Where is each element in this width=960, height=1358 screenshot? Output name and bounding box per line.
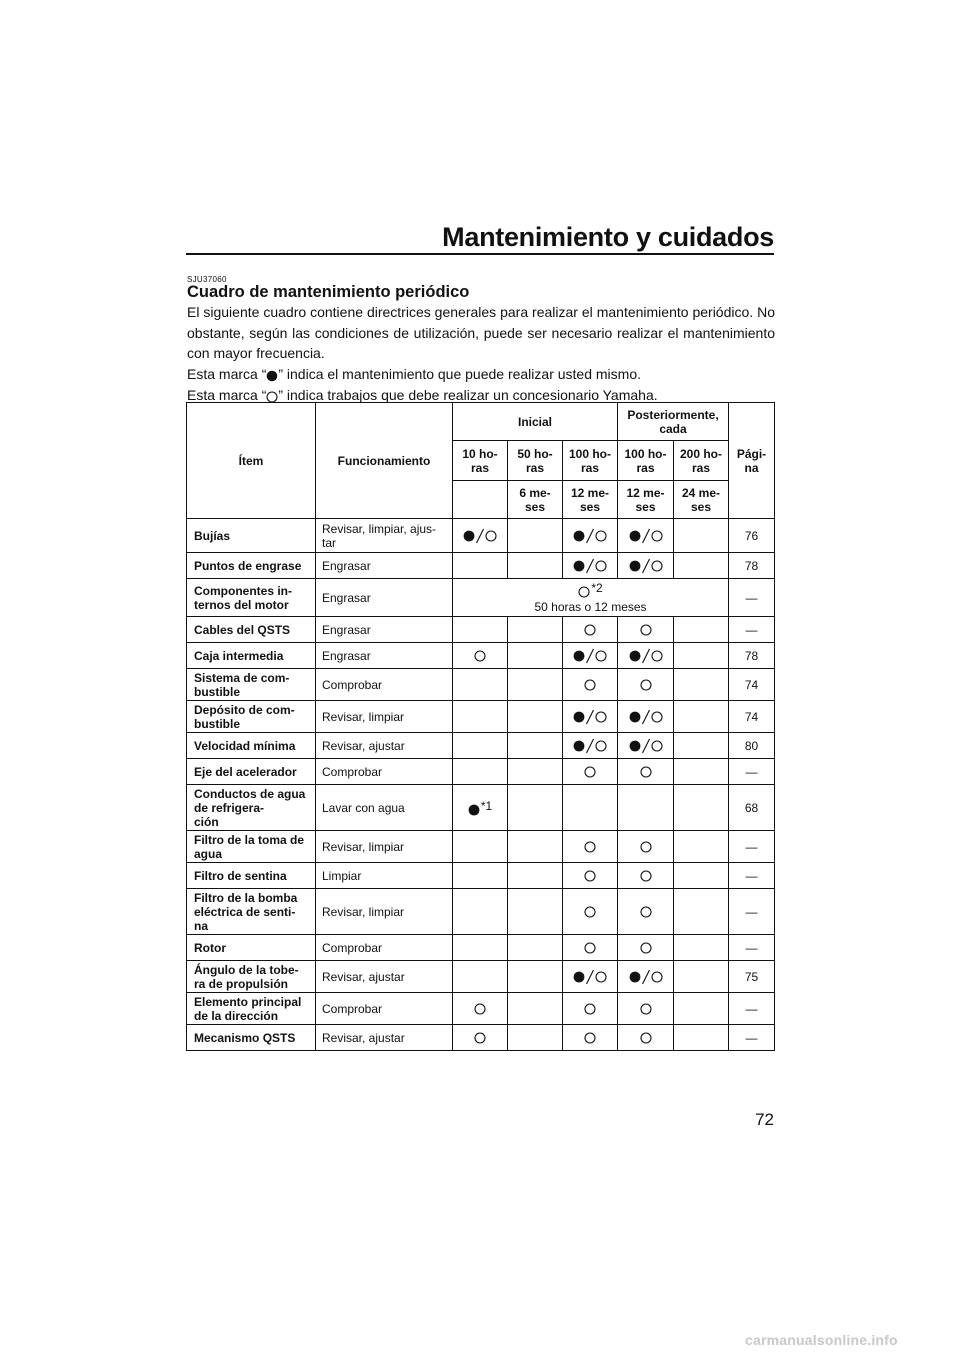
section-heading: Cuadro de mantenimiento periódico — [187, 283, 470, 301]
slash-separator — [585, 648, 595, 662]
row-mark-cell — [618, 863, 674, 889]
slash-separator — [641, 738, 651, 752]
row-mark-cell — [563, 1025, 618, 1051]
row-mark-cell — [563, 831, 618, 863]
row-mark-cell — [618, 759, 674, 785]
header-after: Posteriormente, cada — [618, 403, 729, 441]
row-page: 74 — [729, 669, 775, 701]
row-mark-cell — [563, 785, 618, 831]
open-circle-icon — [474, 1031, 486, 1045]
row-mark-cell — [674, 643, 729, 669]
table-body — [187, 519, 775, 1051]
slash-separator — [641, 558, 651, 572]
table-row — [187, 643, 775, 669]
row-page: 78 — [729, 553, 775, 579]
row-item: Eje del acelerador — [187, 759, 316, 785]
row-mark-cell — [563, 701, 618, 733]
row-mark-cell — [618, 961, 674, 993]
row-mark-cell — [563, 519, 618, 553]
row-mark-cell — [618, 889, 674, 935]
row-function: Engrasar — [316, 553, 453, 579]
row-mark-cell — [563, 993, 618, 1025]
row-mark-cell — [453, 935, 508, 961]
row-item: Rotor — [187, 935, 316, 961]
row-mark-cell — [453, 617, 508, 643]
row-mark-cell — [453, 831, 508, 863]
filled-circle-icon — [629, 558, 641, 572]
slash-separator — [641, 709, 651, 723]
table-row — [187, 889, 775, 935]
table-row — [187, 519, 775, 553]
row-page: 80 — [729, 733, 775, 759]
row-mark-cell — [618, 553, 674, 579]
row-function: Comprobar — [316, 669, 453, 701]
header-24m: 24 me- ses — [674, 481, 729, 519]
row-mark-cell — [508, 643, 563, 669]
table-row — [187, 733, 775, 759]
row-item: Conductos de agua de refrigera- ción — [187, 785, 316, 831]
header-item: Ítem — [187, 403, 316, 519]
row-function: Revisar, ajustar — [316, 733, 453, 759]
watermark: carmanualsonline.info — [745, 1332, 898, 1348]
legend-filled: Esta marca “ ” indica el mantenimiento que puede realizar usted mismo. — [187, 364, 775, 386]
row-mark-cell — [618, 733, 674, 759]
open-circle-icon — [584, 623, 596, 637]
row-function: Comprobar — [316, 993, 453, 1025]
open-circle-icon — [651, 969, 663, 983]
slash-separator — [641, 969, 651, 983]
slash-separator — [585, 969, 595, 983]
row-mark-cell — [618, 669, 674, 701]
title-rule — [186, 253, 774, 255]
open-circle-icon — [595, 558, 607, 572]
open-circle-icon — [640, 765, 652, 779]
open-circle-icon — [640, 840, 652, 854]
row-page: — — [729, 579, 775, 617]
filled-circle-icon — [573, 558, 585, 572]
row-function: Limpiar — [316, 863, 453, 889]
row-mark-cell — [453, 519, 508, 553]
row-mark-cell — [618, 935, 674, 961]
row-mark-cell — [508, 701, 563, 733]
open-circle-icon — [584, 869, 596, 883]
open-circle-icon — [640, 1002, 652, 1016]
footnote-ref: *2 — [591, 580, 603, 595]
intro-block — [187, 302, 775, 407]
row-mark-cell — [508, 863, 563, 889]
slash-separator — [475, 528, 485, 542]
slash-separator — [641, 528, 651, 542]
open-circle-icon — [651, 648, 663, 662]
span-note-text: 50 horas o 12 meses — [534, 599, 647, 614]
row-mark-cell — [508, 759, 563, 785]
header-months-blank — [453, 481, 508, 519]
row-item: Elemento principal de la dirección — [187, 993, 316, 1025]
header-initial: Inicial — [453, 403, 618, 441]
open-circle-icon — [595, 738, 607, 752]
page-number: 72 — [755, 1110, 774, 1129]
row-page: — — [729, 1025, 775, 1051]
row-mark-cell — [563, 961, 618, 993]
table-row — [187, 785, 775, 831]
row-mark-cell — [508, 935, 563, 961]
open-circle-icon — [474, 649, 486, 663]
table-row — [187, 579, 775, 617]
row-item: Sistema de com- bustible — [187, 669, 316, 701]
row-mark-cell — [618, 1025, 674, 1051]
filled-circle-icon — [463, 528, 475, 542]
row-page: 76 — [729, 519, 775, 553]
row-mark-cell — [508, 669, 563, 701]
slash-separator — [585, 558, 595, 572]
row-function: Revisar, ajustar — [316, 961, 453, 993]
row-mark-cell — [674, 553, 729, 579]
filled-circle-icon — [629, 709, 641, 723]
row-mark-cell — [674, 701, 729, 733]
open-circle-icon — [651, 709, 663, 723]
table-row — [187, 993, 775, 1025]
row-mark-cell — [453, 961, 508, 993]
row-item: Puntos de engrase — [187, 553, 316, 579]
maintenance-table — [186, 402, 775, 1051]
row-function: Engrasar — [316, 643, 453, 669]
open-circle-icon — [651, 528, 663, 542]
row-mark-cell — [674, 669, 729, 701]
filled-circle-icon — [573, 648, 585, 662]
open-circle-icon — [640, 623, 652, 637]
open-circle-icon — [651, 738, 663, 752]
open-circle-icon — [640, 678, 652, 692]
row-item: Ángulo de la tobe- ra de propulsión — [187, 961, 316, 993]
table-row — [187, 701, 775, 733]
table-header — [187, 403, 775, 519]
row-function: Engrasar — [316, 617, 453, 643]
row-mark-cell — [508, 889, 563, 935]
table-row — [187, 831, 775, 863]
row-page: 74 — [729, 701, 775, 733]
open-circle-icon — [595, 648, 607, 662]
row-page: — — [729, 993, 775, 1025]
row-mark-cell — [508, 553, 563, 579]
row-mark-cell — [453, 863, 508, 889]
open-circle-icon — [640, 905, 652, 919]
row-mark-cell — [453, 701, 508, 733]
row-mark-cell — [674, 935, 729, 961]
table-row — [187, 669, 775, 701]
row-item: Caja intermedia — [187, 643, 316, 669]
row-mark-cell — [674, 1025, 729, 1051]
row-mark-cell — [508, 519, 563, 553]
open-circle-icon — [584, 1031, 596, 1045]
row-mark-cell — [563, 553, 618, 579]
row-mark-cell — [674, 733, 729, 759]
row-mark-cell — [563, 617, 618, 643]
row-mark-cell — [453, 643, 508, 669]
page-title: Mantenimiento y cuidados — [442, 222, 774, 252]
row-mark-cell — [508, 1025, 563, 1051]
header-50h: 50 ho- ras — [508, 441, 563, 481]
row-function: Comprobar — [316, 935, 453, 961]
open-circle-icon — [640, 1031, 652, 1045]
row-mark-cell — [508, 993, 563, 1025]
row-mark-cell — [508, 785, 563, 831]
row-mark-cell — [674, 961, 729, 993]
row-function: Revisar, limpiar — [316, 701, 453, 733]
slash-separator — [585, 738, 595, 752]
filled-circle-icon — [629, 528, 641, 542]
row-mark-cell — [674, 993, 729, 1025]
row-mark-cell — [618, 831, 674, 863]
row-item: Bujías — [187, 519, 316, 553]
row-page: — — [729, 863, 775, 889]
row-mark-cell — [618, 701, 674, 733]
open-circle-icon — [595, 709, 607, 723]
row-function: Comprobar — [316, 759, 453, 785]
row-mark-cell — [563, 759, 618, 785]
row-mark-cell — [453, 733, 508, 759]
row-mark-cell — [453, 889, 508, 935]
row-mark-cell — [618, 993, 674, 1025]
row-item: Filtro de la toma de agua — [187, 831, 316, 863]
filled-circle-icon — [629, 969, 641, 983]
open-circle-icon — [474, 1002, 486, 1016]
row-page: 78 — [729, 643, 775, 669]
row-item: Depósito de com- bustible — [187, 701, 316, 733]
open-circle-icon — [584, 765, 596, 779]
open-circle-icon — [584, 941, 596, 955]
row-mark-cell — [563, 863, 618, 889]
filled-circle-icon — [573, 738, 585, 752]
row-mark-cell — [618, 643, 674, 669]
table-row — [187, 1025, 775, 1051]
filled-circle-icon — [629, 648, 641, 662]
row-page: — — [729, 617, 775, 643]
row-function: Revisar, limpiar — [316, 889, 453, 935]
open-circle-icon — [584, 905, 596, 919]
row-mark-cell — [453, 785, 508, 831]
slash-separator — [585, 528, 595, 542]
row-page: 75 — [729, 961, 775, 993]
row-mark-cell — [674, 785, 729, 831]
row-mark-cell — [674, 831, 729, 863]
table-row — [187, 863, 775, 889]
header-100h-initial: 100 ho- ras — [563, 441, 618, 481]
open-circle-icon — [640, 869, 652, 883]
row-mark-cell — [674, 759, 729, 785]
row-mark-cell — [618, 785, 674, 831]
filled-circle-icon — [573, 969, 585, 983]
header-page: Pági- na — [729, 403, 775, 519]
header-function: Funcionamiento — [316, 403, 453, 519]
row-function: Revisar, ajustar — [316, 1025, 453, 1051]
row-page: — — [729, 889, 775, 935]
table-row — [187, 961, 775, 993]
row-mark-cell — [508, 617, 563, 643]
row-mark-cell — [453, 759, 508, 785]
section-code: SJU37060 — [187, 275, 227, 284]
open-circle-icon — [640, 941, 652, 955]
legend-open: Esta marca “ ” indica trabajos que debe realizar un concesionario Yamaha. — [187, 385, 775, 407]
row-mark-cell — [674, 617, 729, 643]
row-mark-cell — [453, 1025, 508, 1051]
filled-circle-icon — [266, 365, 278, 386]
row-mark-cell — [453, 553, 508, 579]
open-circle-icon — [595, 528, 607, 542]
header-100h-after: 100 ho- ras — [618, 441, 674, 481]
row-item: Velocidad mínima — [187, 733, 316, 759]
row-function: Revisar, limpiar — [316, 831, 453, 863]
row-item: Filtro de sentina — [187, 863, 316, 889]
header-10h: 10 ho- ras — [453, 441, 508, 481]
open-circle-icon — [584, 678, 596, 692]
row-mark-cell — [618, 617, 674, 643]
filled-circle-icon — [468, 803, 480, 817]
header-12m-initial: 12 me- ses — [563, 481, 618, 519]
header-200h: 200 ho- ras — [674, 441, 729, 481]
row-mark-cell — [453, 993, 508, 1025]
row-item: Cables del QSTS — [187, 617, 316, 643]
row-page: — — [729, 759, 775, 785]
row-mark-cell — [563, 733, 618, 759]
table-row — [187, 553, 775, 579]
row-mark-cell — [508, 733, 563, 759]
row-mark-cell — [674, 863, 729, 889]
open-circle-icon — [595, 969, 607, 983]
row-function: Lavar con agua — [316, 785, 453, 831]
header-6m: 6 me- ses — [508, 481, 563, 519]
row-page: — — [729, 935, 775, 961]
row-function: Engrasar — [316, 579, 453, 617]
row-mark-cell — [563, 889, 618, 935]
open-circle-icon — [578, 585, 590, 599]
open-circle-icon — [651, 558, 663, 572]
row-page: 68 — [729, 785, 775, 831]
row-page: — — [729, 831, 775, 863]
table-row — [187, 759, 775, 785]
row-mark-cell — [674, 889, 729, 935]
row-mark-cell — [453, 669, 508, 701]
row-mark-cell — [508, 831, 563, 863]
table-row — [187, 617, 775, 643]
open-circle-icon — [584, 1002, 596, 1016]
filled-circle-icon — [629, 738, 641, 752]
row-function: Revisar, limpiar, ajus- tar — [316, 519, 453, 553]
filled-circle-icon — [573, 709, 585, 723]
row-mark-cell — [508, 961, 563, 993]
row-item: Filtro de la bomba eléctrica de senti- na — [187, 889, 316, 935]
header-12m-after: 12 me- ses — [618, 481, 674, 519]
row-item: Componentes in- ternos del motor — [187, 579, 316, 617]
row-span-note — [453, 579, 729, 617]
row-mark-cell — [618, 519, 674, 553]
slash-separator — [641, 648, 651, 662]
row-mark-cell — [563, 669, 618, 701]
intro-paragraph: El siguiente cuadro contiene directrices generales para realizar el mantenimiento periódico. No obstante, según las condiciones de utilización, puede ser necesario realizar el mantenimiento con mayor frecuencia. — [187, 304, 775, 361]
open-circle-icon — [485, 528, 497, 542]
row-mark-cell — [674, 519, 729, 553]
footnote-ref: *1 — [480, 798, 493, 813]
row-mark-cell — [563, 643, 618, 669]
row-item: Mecanismo QSTS — [187, 1025, 316, 1051]
table-row — [187, 935, 775, 961]
slash-separator — [585, 709, 595, 723]
filled-circle-icon — [573, 528, 585, 542]
row-mark-cell — [563, 935, 618, 961]
open-circle-icon — [584, 840, 596, 854]
